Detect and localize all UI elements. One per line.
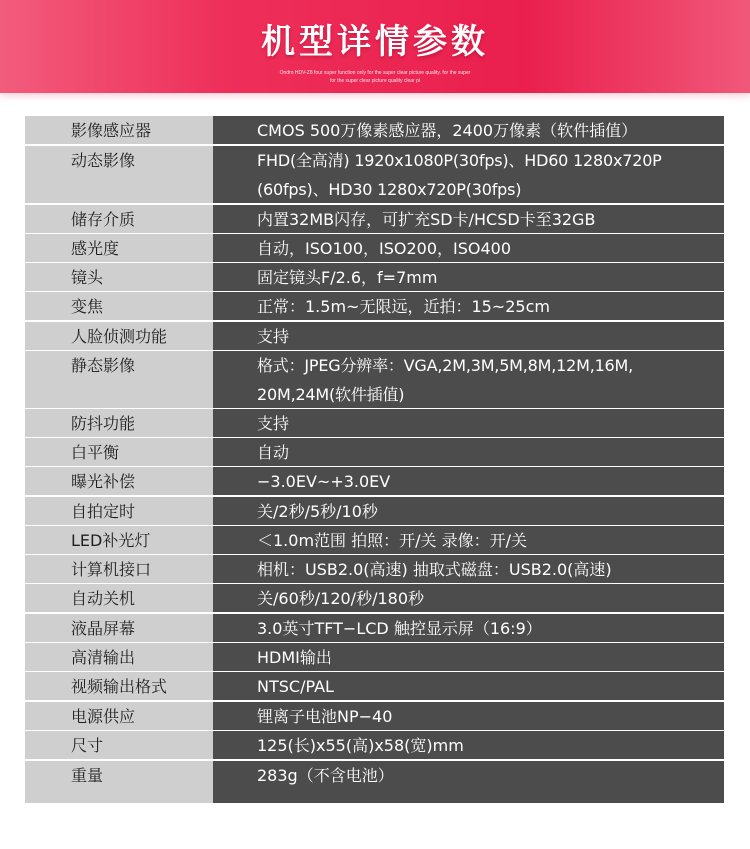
spec-value: 相机：USB2.0(高速) 抽取式磁盘：USB2.0(高速) (213, 555, 724, 583)
spec-row-size (25, 731, 724, 759)
title-banner (0, 0, 750, 93)
spec-row-video (25, 146, 724, 203)
spec-label: 动态影像 (25, 146, 213, 203)
spec-value: HDMI输出 (213, 643, 724, 671)
spec-label: 液晶屏幕 (25, 614, 213, 642)
banner-subtitle-line2: for the super clear picture quality clear pi (329, 78, 421, 84)
spec-row-zoom (25, 292, 724, 320)
spec-label: 储存介质 (25, 205, 213, 233)
spec-value: ＜1.0m范围 拍照：开/关 录像：开/关 (213, 526, 724, 554)
spec-row-face-detection (25, 322, 724, 350)
spec-label: 变焦 (25, 292, 213, 320)
spec-label: 计算机接口 (25, 555, 213, 583)
spec-label: 高清输出 (25, 643, 213, 671)
spec-value: 自动，ISO100，ISO200，ISO400 (213, 234, 724, 262)
spec-label: 镜头 (25, 263, 213, 291)
spec-value: 锂离子电池NP−40 (213, 702, 724, 730)
spec-label: 影像感应器 (25, 116, 213, 144)
spec-row-stabilization (25, 409, 724, 437)
spec-row-still-image (25, 351, 724, 408)
spec-label: 重量 (25, 761, 213, 803)
spec-label: 白平衡 (25, 438, 213, 466)
spec-row-power (25, 702, 724, 730)
spec-row-white-balance (25, 438, 724, 466)
spec-value: 格式：JPEG分辨率：VGA,2M,3M,5M,8M,12M,16M, 20M,24M(软件插值) (213, 351, 724, 408)
spec-value: 正常：1.5m~无限远，近拍：15~25cm (213, 292, 724, 320)
spec-label: 感光度 (25, 234, 213, 262)
spec-label: 尺寸 (25, 731, 213, 759)
spec-value: 关/2秒/5秒/10秒 (213, 497, 724, 525)
spec-row-self-timer (25, 497, 724, 525)
spec-value: 125(长)x55(高)x58(宽)mm (213, 731, 724, 759)
spec-label: 静态影像 (25, 351, 213, 408)
spec-row-hd-output (25, 643, 724, 671)
spec-value: 内置32MB闪存，可扩充SD卡/HCSD卡至32GB (213, 205, 724, 233)
spec-row-lens (25, 263, 724, 291)
spec-row-auto-off (25, 584, 724, 612)
spec-value: CMOS 500万像素感应器，2400万像素（软件插值） (213, 116, 724, 144)
spec-value: 283g（不含电池） (213, 761, 724, 803)
spec-label: 曝光补偿 (25, 467, 213, 495)
spec-row-led (25, 526, 724, 554)
spec-row-exposure (25, 467, 724, 495)
spec-label: 视频输出格式 (25, 672, 213, 700)
spec-row-image-sensor (25, 116, 724, 144)
spec-row-storage (25, 205, 724, 233)
spec-value: 固定镜头F/2.6，f=7mm (213, 263, 724, 291)
spec-label: 人脸侦测功能 (25, 322, 213, 350)
spec-value: 自动 (213, 438, 724, 466)
spec-value: 关/60秒/120/秒/180秒 (213, 584, 724, 612)
spec-value: 支持 (213, 409, 724, 437)
spec-row-iso (25, 234, 724, 262)
spec-row-weight (25, 761, 724, 803)
spec-label: 防抖功能 (25, 409, 213, 437)
spec-value: 支持 (213, 322, 724, 350)
spec-row-lcd (25, 614, 724, 642)
page-title: 机型详情参数 (261, 22, 489, 62)
spec-label: 电源供应 (25, 702, 213, 730)
spec-row-video-format (25, 672, 724, 700)
spec-table (25, 116, 724, 803)
spec-value: NTSC/PAL (213, 672, 724, 700)
spec-row-interface (25, 555, 724, 583)
spec-label: LED补光灯 (25, 526, 213, 554)
spec-label: 自动关机 (25, 584, 213, 612)
spec-value: −3.0EV~+3.0EV (213, 467, 724, 495)
banner-subtitle-line1: Ondro HDV-Z8 four super function only for the super clear picture quality. for the super (279, 70, 471, 76)
spec-label: 自拍定时 (25, 497, 213, 525)
spec-value: 3.0英寸TFT−LCD 触控显示屏（16:9） (213, 614, 724, 642)
spec-value: FHD(全高清) 1920x1080P(30fps)、HD60 1280x720P (60fps)、HD30 1280x720P(30fps) (213, 146, 724, 203)
